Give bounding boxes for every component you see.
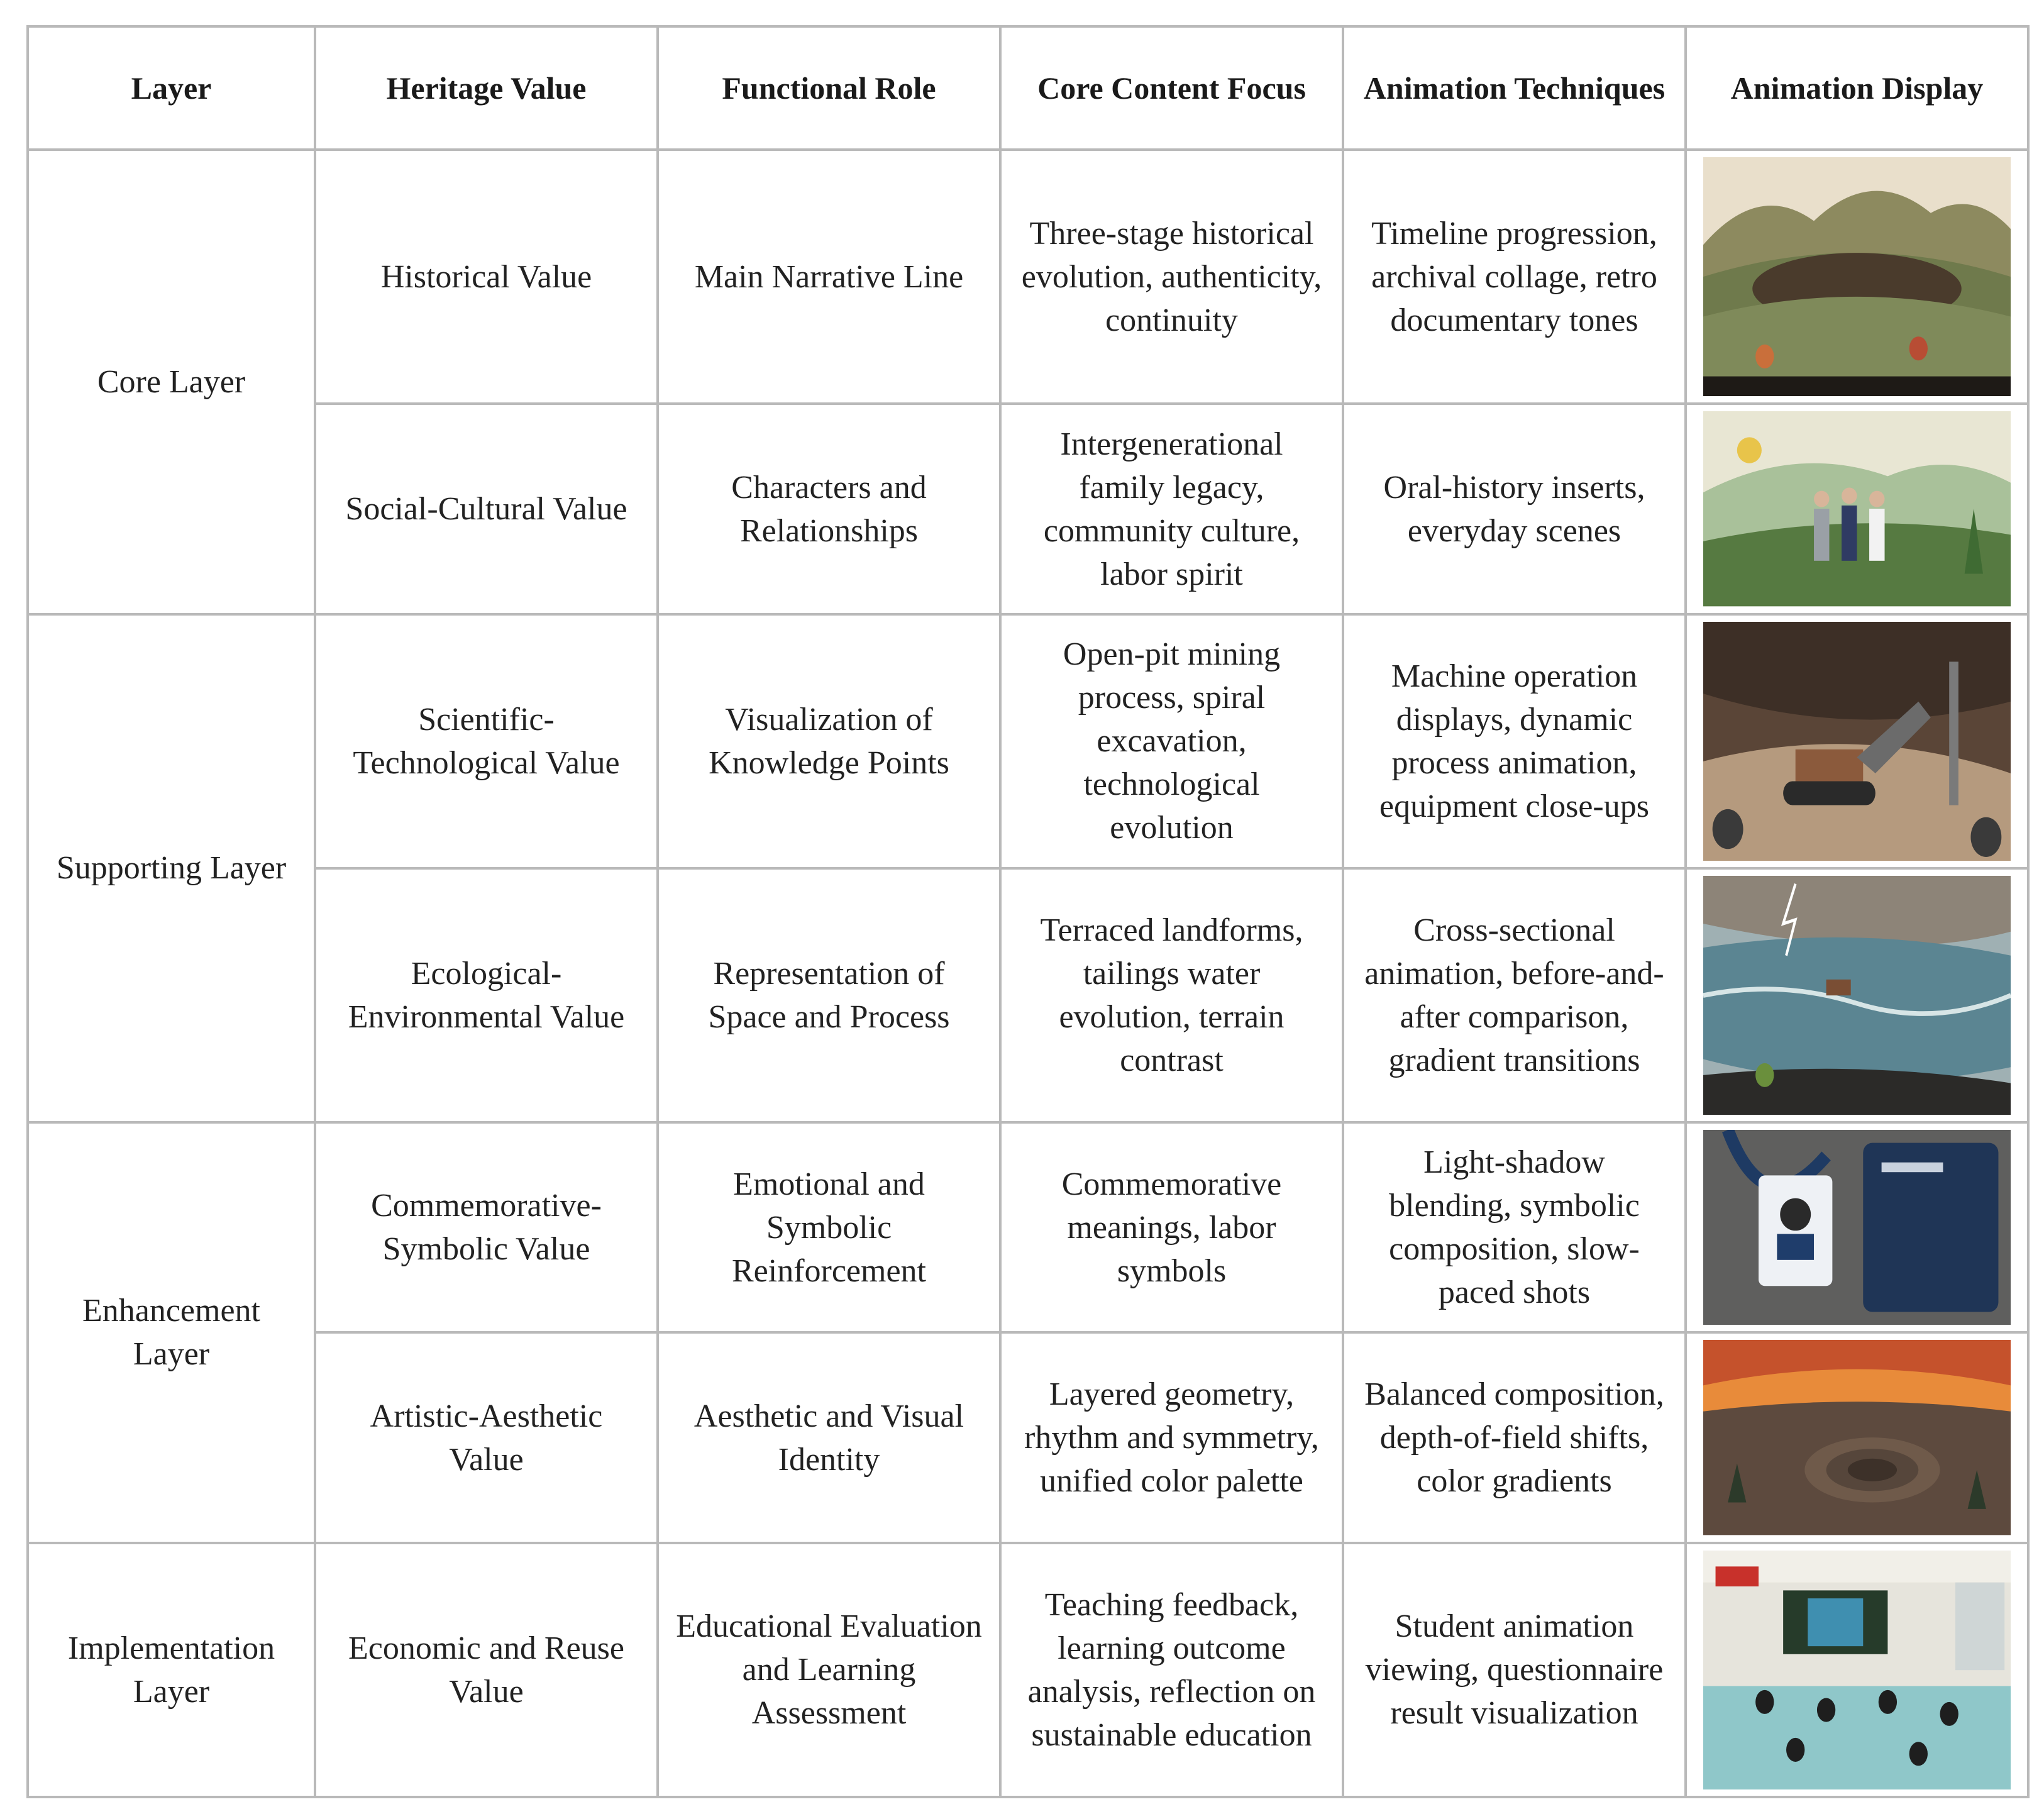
animation-techniques-cell: Light-shadow blending, symbolic composition, slow-paced shots bbox=[1343, 1122, 1686, 1332]
table-row bbox=[28, 1332, 2028, 1542]
animation-techniques-cell: Balanced composition, depth-of-field shifts, color gradients bbox=[1343, 1332, 1686, 1542]
header-layer: Layer bbox=[28, 26, 315, 150]
functional-role-cell: Educational Evaluation and Learning Assessment bbox=[658, 1543, 1000, 1797]
table-row bbox=[28, 150, 2028, 404]
animation-techniques-cell: Oral-history inserts, everyday scenes bbox=[1343, 404, 1686, 614]
table-row bbox=[28, 614, 2028, 868]
core-content-cell: Three-stage historical evolution, authenticity, continuity bbox=[1000, 150, 1343, 404]
heritage-value-cell: Social-Cultural Value bbox=[315, 404, 658, 614]
heritage-value-cell: Artistic-Aesthetic Value bbox=[315, 1332, 658, 1542]
functional-role-cell: Main Narrative Line bbox=[658, 150, 1000, 404]
table-row bbox=[28, 868, 2028, 1122]
layer-cell-enhancement: Enhancement Layer bbox=[28, 1122, 315, 1542]
heritage-value-table bbox=[26, 25, 2030, 1798]
three-figures-illustration bbox=[1703, 411, 2011, 606]
heritage-value-cell: Historical Value bbox=[315, 150, 658, 404]
core-content-cell: Intergenerational family legacy, community culture, labor spirit bbox=[1000, 404, 1343, 614]
layer-cell-supporting: Supporting Layer bbox=[28, 614, 315, 1123]
functional-role-cell: Aesthetic and Visual Identity bbox=[658, 1332, 1000, 1542]
header-core-content-focus: Core Content Focus bbox=[1000, 26, 1343, 150]
header-row bbox=[28, 26, 2028, 150]
badge-passbook-illustration bbox=[1703, 1130, 2011, 1325]
header-animation-display: Animation Display bbox=[1686, 26, 2028, 150]
core-content-cell: Open-pit mining process, spiral excavation, technological evolution bbox=[1000, 614, 1343, 868]
header-functional-role: Functional Role bbox=[658, 26, 1000, 150]
header-animation-techniques: Animation Techniques bbox=[1343, 26, 1686, 150]
heritage-value-cell: Scientific-Technological Value bbox=[315, 614, 658, 868]
excavator-illustration bbox=[1703, 622, 2011, 861]
functional-role-cell: Characters and Relationships bbox=[658, 404, 1000, 614]
landscape-pit-illustration bbox=[1703, 157, 2011, 396]
classroom-photo bbox=[1703, 1551, 2011, 1789]
animation-techniques-cell: Student animation viewing, questionnaire result visualization bbox=[1343, 1543, 1686, 1797]
core-content-cell: Commemorative meanings, labor symbols bbox=[1000, 1122, 1343, 1332]
layer-cell-core: Core Layer bbox=[28, 150, 315, 614]
table-row bbox=[28, 1122, 2028, 1332]
flood-storm-illustration bbox=[1703, 876, 2011, 1115]
functional-role-cell: Emotional and Symbolic Reinforcement bbox=[658, 1122, 1000, 1332]
core-content-cell: Terraced landforms, tailings water evolution, terrain contrast bbox=[1000, 868, 1343, 1122]
functional-role-cell: Representation of Space and Process bbox=[658, 868, 1000, 1122]
table-row bbox=[28, 1543, 2028, 1797]
layer-cell-implementation: Implementation Layer bbox=[28, 1543, 315, 1797]
heritage-value-cell: Ecological-Environmental Value bbox=[315, 868, 658, 1122]
core-content-cell: Layered geometry, rhythm and symmetry, unified color palette bbox=[1000, 1332, 1343, 1542]
header-heritage-value: Heritage Value bbox=[315, 26, 658, 150]
functional-role-cell: Visualization of Knowledge Points bbox=[658, 614, 1000, 868]
sunset-open-pit-illustration bbox=[1703, 1340, 2011, 1535]
core-content-cell: Teaching feedback, learning outcome analysis, reflection on sustainable education bbox=[1000, 1543, 1343, 1797]
animation-techniques-cell: Timeline progression, archival collage, retro documentary tones bbox=[1343, 150, 1686, 404]
animation-techniques-cell: Cross-sectional animation, before-and-after comparison, gradient transitions bbox=[1343, 868, 1686, 1122]
animation-techniques-cell: Machine operation displays, dynamic process animation, equipment close-ups bbox=[1343, 614, 1686, 868]
heritage-value-cell: Economic and Reuse Value bbox=[315, 1543, 658, 1797]
table-row bbox=[28, 404, 2028, 614]
heritage-value-cell: Commemorative-Symbolic Value bbox=[315, 1122, 658, 1332]
